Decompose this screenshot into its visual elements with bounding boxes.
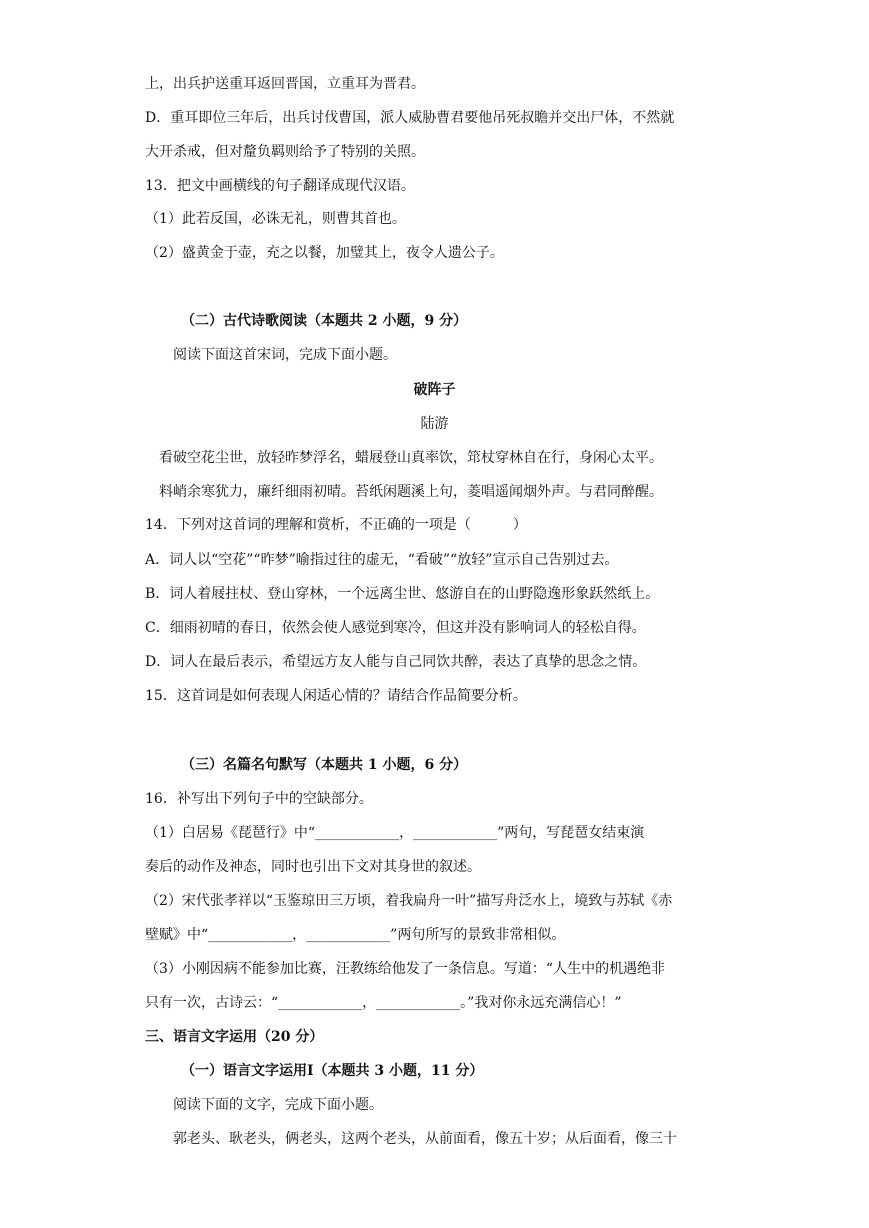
section-heading-recitation: （三）名篇名句默写（本题共 1 小题，6 分） — [181, 757, 468, 773]
question-16-item-1: （1）白居易《琵琶行》中“____________，____________”两句，写琵琶女结束演 — [145, 825, 645, 841]
option-c: C．细雨初晴的春日，依然会使人感觉到寒冷，但这并没有影响词人的轻松自得。 — [145, 620, 646, 636]
poem-line: 料峭余寒犹力，廉纤细雨初晴。苔纸闲题溪上句，菱唱遥闻烟外声。与君同醉醒。 — [159, 484, 663, 500]
poem-author: 陆游 — [420, 416, 449, 432]
passage-text: 郭老头、耿老头，俩老头，这两个老头，从前面看，像五十岁；从后面看，像三十 — [173, 1131, 677, 1147]
option-d: D．词人在最后表示，希望远方友人能与自己同饮共醉，表达了真挚的思念之情。 — [145, 654, 647, 670]
instruction-text: 阅读下面的文字，完成下面小题。 — [173, 1097, 383, 1113]
section-heading-poetry: （二）古代诗歌阅读（本题共 2 小题，9 分） — [181, 313, 468, 329]
text-line: 上，出兵护送重耳返回晋国，立重耳为晋君。 — [145, 76, 425, 92]
question-16-item-2: （2）宋代张孝祥以“玉鉴琼田三万顷，着我扁舟一叶”描写舟泛水上，境致与苏轼《赤 — [145, 893, 673, 909]
poem-title: 破阵子 — [413, 382, 456, 398]
question-13-item-2: （2）盛黄金于壶，充之以餐，加璧其上，夜令人遗公子。 — [145, 245, 504, 261]
instruction-text: 阅读下面这首宋词，完成下面小题。 — [173, 347, 397, 363]
poem-line: 看破空花尘世，放轻昨梦浮名，蜡屐登山真率饮，筇杖穿林自在行，身闲心太平。 — [159, 450, 663, 466]
option-b: B．词人着屐拄杖、登山穿林，一个远离尘世、悠游自在的山野隐逸形象跃然纸上。 — [145, 586, 660, 602]
option-d-line: D．重耳即位三年后，出兵讨伐曹国，派人威胁曹君要他吊死叔瞻并交出尸体，不然就 — [145, 110, 675, 126]
question-13-item-1: （1）此若反国，必诛无礼，则曹其首也。 — [145, 211, 406, 227]
question-15: 15．这首词是如何表现人闲适心情的？请结合作品简要分析。 — [145, 688, 527, 704]
section-heading-language-use-1: （一）语言文字运用Ⅰ（本题共 3 小题，11 分） — [181, 1063, 484, 1079]
text-line: 只有一次，古诗云：“____________，____________。”我对你永远充满信心！” — [145, 995, 622, 1011]
question-16: 16．补写出下列句子中的空缺部分。 — [145, 791, 373, 807]
text-line: 奏后的动作及神态，同时也引出下文对其身世的叙述。 — [145, 859, 481, 875]
text-line: 大开杀戒，但对釐负羁则给予了特别的关照。 — [145, 144, 425, 160]
question-16-item-3: （3）小刚因病不能参加比赛，汪教练给他发了一条信息。写道：“人生中的机遇绝非 — [145, 961, 666, 977]
question-14: 14．下列对这首词的理解和赏析，不正确的一项是（ ） — [145, 517, 527, 533]
option-a: A．词人以“空花”“昨梦”喻指过往的虚无，“看破”“放轻”宣示自己告别过去。 — [145, 552, 619, 568]
part-heading-language-use: 三、语言文字运用（20 分） — [145, 1029, 324, 1045]
question-13: 13．把文中画横线的句子翻译成现代汉语。 — [145, 178, 415, 194]
text-line: 壁赋》中“____________，____________”两句所写的景致非常相似。 — [145, 927, 566, 943]
